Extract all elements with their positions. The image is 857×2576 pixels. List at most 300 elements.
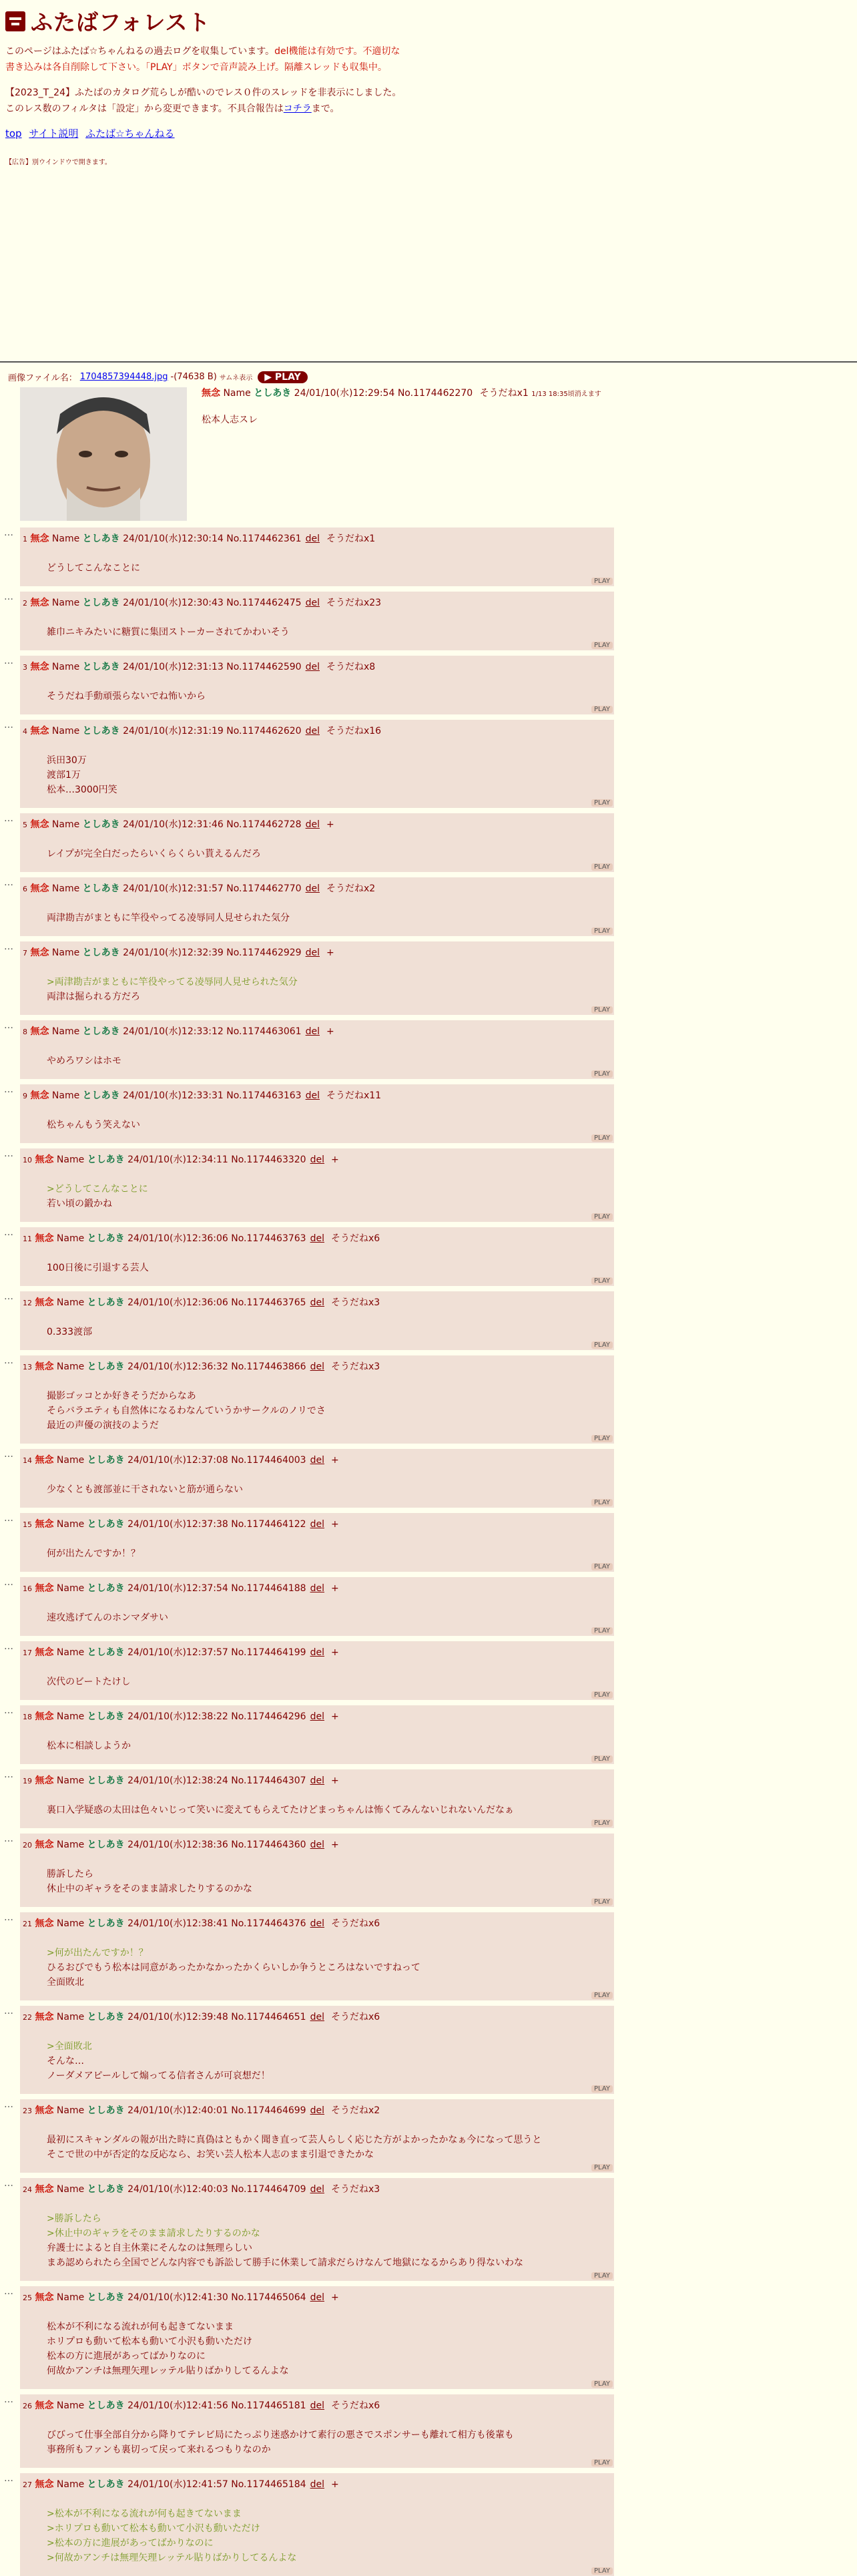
reply-play-button[interactable]: PLAY [591,642,613,649]
reply-name-label: Name [51,1090,80,1101]
reply-meta [23,945,611,959]
reply-number: 6 [23,885,27,893]
reply-play-button[interactable]: PLAY [591,2085,613,2093]
reply-number: 13 [23,1363,32,1371]
sodane-button[interactable]: + [330,2292,339,2303]
top-link[interactable]: top [5,128,22,140]
reply-dots: … [4,2178,13,2189]
reply-post-number[interactable]: No.1174462728 [226,819,302,830]
file-size: -(74638 B) [170,372,217,382]
del-link[interactable]: del [310,2012,324,2022]
reply-body [47,1546,611,1572]
reply-number: 15 [23,1520,32,1529]
reply-number: 5 [23,821,27,829]
text-line: まあ認められたら全国でどんな内容でも訴訟して勝手に休業して請求だらけなんて地獄になるからあり得ないわな [47,2258,523,2268]
reply-subject: 無念 [35,1775,54,1786]
reply-datetime: 24/01/10(水)12:38:24 [127,1775,228,1786]
reply-meta [23,1024,611,1038]
reply-subject: 無念 [35,2184,54,2195]
reply-subject: 無念 [35,1233,54,1244]
reply-name: としあき [82,662,120,672]
reply-dots: … [4,1577,13,1588]
site-description-link[interactable]: サイト説明 [29,128,79,140]
reply-meta [23,1517,611,1530]
del-link[interactable]: del [310,1840,324,1850]
del-link[interactable]: del [305,1026,320,1037]
reply-play-button[interactable]: PLAY [591,2272,613,2280]
reply-name: としあき [82,1026,120,1037]
reply-meta [23,1295,611,1309]
reply-name: としあき [82,1090,120,1101]
reply-name-label: Name [56,1583,85,1594]
intro-text-2: 【2023_T_24】ふたばのカタログ荒らしが酷いのでレス０件のスレッドを非表示にしました。このレス数のフィルタは「設定」から変更できます。不具合報告は [5,87,402,114]
sodane-button[interactable]: そうだねx23 [326,598,382,608]
reply-play-button[interactable]: PLAY [591,2380,613,2388]
reply-play-button[interactable]: PLAY [591,1341,613,1349]
quote-line: >全面敗北 [47,2041,92,2052]
reply-post-number[interactable]: No.1174462770 [226,883,302,894]
sodane-button[interactable]: そうだねx6 [330,1233,380,1244]
reply-name: としあき [87,1361,125,1372]
op-name: としあき [254,388,292,399]
intro-notice: del機能は有効です。不適切な書き込みは各自削除して下さい。「PLAY」ボタンで音声読み上げ。隔離スレッドも収集中。 [5,46,400,73]
reply-number: 26 [23,2402,32,2410]
reply-name-label: Name [51,947,80,958]
text-line: どうしてこんなことに [47,563,140,574]
reply-body [47,1867,611,1907]
reply-dots: … [4,1084,13,1095]
reply-post-number[interactable]: No.1174464709 [231,2184,306,2195]
reply-number: 17 [23,1649,32,1657]
del-link[interactable]: del [310,2184,324,2195]
reply-post-number[interactable]: No.1174463320 [231,1154,306,1165]
sodane-button[interactable]: そうだねx16 [326,726,382,736]
reply-post-number[interactable]: No.1174464307 [231,1775,306,1786]
reply-post-number[interactable]: No.1174464296 [231,1711,306,1722]
text-line: そこで世の中が否定的な反応なら、お笑い芸人松本人志のまま引退できたかな [47,2149,374,2160]
reply-name: としあき [87,1711,125,1722]
reply-dots: … [4,1769,13,1780]
reply-post [20,2394,614,2468]
reply-meta [23,1838,611,1851]
sodane-button[interactable]: そうだねx11 [326,1090,382,1101]
reply-name-label: Name [51,1026,80,1037]
reply-meta [23,1581,611,1594]
reply-post-number[interactable]: No.1174464699 [231,2105,306,2116]
reply-post-number[interactable]: No.1174463061 [226,1026,302,1037]
sodane-button[interactable]: そうだねx3 [330,1361,380,1372]
intro-paragraph-2 [5,85,406,117]
reply-name-label: Name [56,2105,85,2116]
del-link[interactable]: del [310,2400,324,2411]
reply-name: としあき [87,1918,125,1929]
reply-body [47,625,611,650]
reply-meta [23,1645,611,1659]
sodane-button[interactable]: そうだねx3 [330,1297,380,1308]
reply-body [47,1803,611,1828]
reply-row [0,1912,857,2000]
reply-name: としあき [82,947,120,958]
reply-datetime: 24/01/10(水)12:37:57 [127,1647,228,1658]
reply-post-number[interactable]: No.1174465064 [231,2292,306,2303]
reply-name: としあき [87,2479,125,2490]
reply-number: 23 [23,2107,32,2115]
reply-name: としあき [82,533,120,544]
reply-meta [23,1709,611,1723]
reply-post-number[interactable]: No.1174464003 [231,1455,306,1466]
reply-row [0,2006,857,2094]
reply-body [47,2133,611,2173]
reply-post-number[interactable]: No.1174464360 [231,1840,306,1850]
reply-row [0,1449,857,1508]
reply-post [20,1769,614,1828]
reply-row [0,1227,857,1286]
sodane-button[interactable]: + [330,1840,339,1850]
reply-row [0,720,857,808]
reply-post-number[interactable]: No.1174463866 [231,1361,306,1372]
del-link[interactable]: del [305,662,320,672]
text-line: 渡部1万 [47,770,81,781]
reply-play-button[interactable]: PLAY [591,863,613,871]
text-line: 勝訴したら [47,1869,93,1880]
reply-play-button[interactable]: PLAY [591,1563,613,1570]
reply-post-number[interactable]: No.1174464376 [231,1918,306,1929]
sodane-button[interactable]: そうだねx2 [326,883,376,894]
del-link[interactable]: del [305,819,320,830]
reply-meta [23,660,611,673]
reply-post [20,813,614,872]
del-link[interactable]: del [305,598,320,608]
reply-post [20,941,614,1015]
reply-dots: … [4,1705,13,1716]
sodane-button[interactable]: + [330,1775,339,1786]
file-info [8,371,857,383]
reply-play-button[interactable]: PLAY [591,1992,613,1999]
reply-name-label: Name [56,2184,85,2195]
del-link[interactable]: del [310,1583,324,1594]
reply-dots: … [4,1641,13,1652]
reply-name-label: Name [56,1918,85,1929]
del-link[interactable]: del [310,1455,324,1466]
sodane-button[interactable]: そうだねx8 [326,662,376,672]
sodane-button[interactable]: + [326,947,334,958]
file-label: 画像ファイル名： [8,373,77,383]
reply-datetime: 24/01/10(水)12:36:06 [127,1233,228,1244]
reply-dots: … [4,656,13,666]
reply-subject: 無念 [30,819,49,830]
op-number[interactable]: No.1174462270 [397,388,473,399]
reply-number: 22 [23,2013,32,2022]
reply-dots: … [4,1912,13,1923]
reply-post-number[interactable]: No.1174465181 [231,2400,306,2411]
reply-number: 20 [23,1841,32,1850]
reply-play-button[interactable]: PLAY [591,1435,613,1442]
quote-line: >何故かアンチは無理矢理レッテル貼りばかりしてるんよな [47,2553,297,2563]
reply-name-label: Name [51,819,80,830]
quote-line: >ホリプロも動いて松本も動いて小沢も動いただけ [47,2523,260,2534]
text-line: 休止中のギャラをそのまま請求したりするのかな [47,1884,252,1894]
reply-datetime: 24/01/10(水)12:37:38 [127,1519,228,1530]
reply-post-number[interactable]: No.1174462590 [226,662,302,672]
del-link[interactable]: del [305,533,320,544]
sodane-button[interactable]: そうだねx3 [330,2184,380,2195]
text-line: 何が出たんですか！？ [47,1548,140,1559]
op-post [0,386,857,522]
reply-datetime: 24/01/10(水)12:30:43 [123,598,224,608]
reply-number: 9 [23,1092,27,1100]
reply-subject: 無念 [30,662,49,672]
reply-play-button[interactable]: PLAY [591,2567,613,2575]
reply-name-label: Name [56,1647,85,1658]
reply-body [47,1182,611,1222]
quote-line: >何が出たんですか！？ [47,1948,148,1958]
reply-play-button[interactable]: PLAY [591,927,613,935]
reply-meta [23,1231,611,1245]
reply-number: 24 [23,2185,32,2194]
reply-post [20,1291,614,1350]
reply-row [0,1769,857,1828]
reply-post-number[interactable]: No.1174464199 [231,1647,306,1658]
text-line: 少なくとも渡部並に干されないと筋が通らない [47,1484,243,1495]
reply-post-number[interactable]: No.1174462620 [226,726,302,736]
op-play-button[interactable]: ▶ PLAY [258,371,307,383]
reply-post-number[interactable]: No.1174465184 [231,2479,306,2490]
reply-subject: 無念 [35,1297,54,1308]
text-line: そらバラエティも自然体になるわなんていうかサークルのノリでさ [47,1406,326,1416]
reply-dots: … [4,592,13,602]
reply-body [47,2211,611,2281]
reply-post [20,1834,614,1907]
reply-meta [23,1916,611,1930]
reply-row [0,2178,857,2281]
reply-meta [23,817,611,831]
del-link[interactable]: del [310,1647,324,1658]
sodane-button[interactable]: + [326,819,334,830]
reply-datetime: 24/01/10(水)12:36:32 [127,1361,228,1372]
reply-play-button[interactable]: PLAY [591,1755,613,1763]
thumbnail-image[interactable] [20,387,187,521]
sodane-button[interactable]: + [330,1647,339,1658]
reply-body [47,1261,611,1286]
reply-post-number[interactable]: No.1174463763 [231,1233,306,1244]
reply-post-number[interactable]: No.1174464122 [231,1519,306,1530]
text-line: 松本が不利になる流れが何も起きてないまま [47,2322,234,2332]
reply-name: としあき [82,598,120,608]
reply-play-button[interactable]: PLAY [591,799,613,807]
del-link[interactable]: del [310,1233,324,1244]
reply-datetime: 24/01/10(水)12:31:46 [123,819,224,830]
reply-play-button[interactable]: PLAY [591,1213,613,1221]
reply-name: としあき [87,2012,125,2022]
del-link[interactable]: del [310,1519,324,1530]
reply-dots: … [4,1449,13,1460]
reply-number: 7 [23,949,27,957]
reply-play-button[interactable]: PLAY [591,1070,613,1078]
reply-play-button[interactable]: PLAY [591,578,613,585]
reply-post [20,1513,614,1572]
reply-subject: 無念 [35,2400,54,2411]
del-link[interactable]: del [310,1918,324,1929]
reply-datetime: 24/01/10(水)12:40:01 [127,2105,228,2116]
reply-dots: … [4,1513,13,1524]
sodane-button[interactable]: + [330,1519,339,1530]
sodane-button[interactable]: + [330,1455,339,1466]
reply-name-label: Name [56,1297,85,1308]
reply-post-number[interactable]: No.1174462929 [226,947,302,958]
text-line: 撮影ゴッコとか好きそうだからなあ [47,1391,196,1402]
sodane-button[interactable]: そうだねx6 [330,2400,380,2411]
text-line: 裏口入学疑惑の太田は色々いじって笑いに変えてもらえてたけどまっちゃんは怖くてみんないじれないんだなぁ [47,1805,514,1815]
text-line: 両津勘吉がまともに竿役やってる凌辱同人見せられた気分 [47,913,290,923]
reply-dots: … [4,2006,13,2016]
reply-subject: 無念 [35,1361,54,1372]
reply-number: 8 [23,1028,27,1036]
sodane-button[interactable]: + [330,1154,339,1165]
text-line: 松本…3000円笑 [47,785,117,795]
sodane-button[interactable]: + [326,1026,334,1037]
reply-post-number[interactable]: No.1174462475 [226,598,302,608]
reply-meta [23,596,611,609]
site-title: ふたばフォレスト [31,9,211,35]
sodane-button[interactable]: そうだねx2 [330,2105,380,2116]
quote-line: >休止中のギャラをそのまま請求したりするのかな [47,2228,260,2239]
op-play-label: PLAY [274,371,301,383]
del-link[interactable]: del [310,1297,324,1308]
del-link[interactable]: del [305,1090,320,1101]
reply-play-button[interactable]: PLAY [591,1499,613,1506]
reply-body [47,1325,611,1350]
reply-post-number[interactable]: No.1174462361 [226,533,302,544]
del-link[interactable]: del [310,2479,324,2490]
del-link[interactable]: del [305,947,320,958]
del-link[interactable]: del [310,1775,324,1786]
reply-number: 19 [23,1777,32,1785]
reply-name-label: Name [56,1361,85,1372]
text-line: 最初にスキャンダルの報が出た時に真偽はともかく聞き直って芸人らしく応じた方がよかったかなぁ今になって思うと [47,2135,542,2145]
text-line: 最近の声優の演技のようだ [47,1420,159,1431]
del-link[interactable]: del [310,1711,324,1722]
reply-post-number[interactable]: No.1174464188 [231,1583,306,1594]
sodane-button[interactable]: + [330,2479,339,2490]
del-link[interactable]: del [310,1361,324,1372]
reply-play-button[interactable]: PLAY [591,1819,613,1827]
op-sodane[interactable]: そうだねx1 [479,388,529,399]
site-logo-icon [5,11,25,31]
text-line: 松本の方に進展があってばかりなのに [47,2351,206,2362]
sodane-button[interactable]: + [330,1583,339,1594]
reply-name-label: Name [56,2012,85,2022]
reply-play-button[interactable]: PLAY [591,1898,613,1906]
reply-subject: 無念 [30,1090,49,1101]
page-header [0,0,857,166]
reply-play-button[interactable]: PLAY [591,1627,613,1635]
reply-post-number[interactable]: No.1174464651 [231,2012,306,2022]
reply-body [47,911,611,936]
text-line: ノーダメアピールして煽ってる信者さんが可哀想だ！ [47,2071,270,2081]
reply-name: としあき [87,1583,125,1594]
text-line: 両津は掘られる方だろ [47,992,140,1002]
reply-datetime: 24/01/10(水)12:38:36 [127,1840,228,1850]
sodane-button[interactable]: そうだねx6 [330,2012,380,2022]
intro-text-end: まで。 [311,103,340,114]
reply-body [47,1389,611,1444]
reply-dots: … [4,813,13,824]
sodane-button[interactable]: そうだねx6 [330,1918,380,1929]
reply-row [0,1355,857,1444]
del-link[interactable]: del [310,2292,324,2303]
reply-play-button[interactable]: PLAY [591,1691,613,1699]
reply-dots: … [4,527,13,538]
reply-subject: 無念 [35,2292,54,2303]
op-meta [202,386,601,399]
reply-play-button[interactable]: PLAY [591,2164,613,2171]
reply-datetime: 24/01/10(水)12:39:48 [127,2012,228,2022]
reply-post-number[interactable]: No.1174463163 [226,1090,302,1101]
quote-line: >松本が不利になる流れが何も起きてないまま [47,2509,242,2519]
del-link[interactable]: del [305,726,320,736]
text-line: やめろワシはホモ [47,1056,121,1066]
text-line: 100日後に引退する芸人 [47,1263,149,1273]
reply-subject: 無念 [35,1711,54,1722]
reply-meta [23,2010,611,2023]
reply-row [0,1291,857,1350]
reply-play-button[interactable]: PLAY [591,2459,613,2466]
reply-name: としあき [87,1455,125,1466]
reply-post [20,656,614,714]
text-line: 若い頃の鍛かね [47,1199,112,1209]
del-link[interactable]: del [310,1154,324,1165]
reply-body [47,2428,611,2468]
reply-meta [23,2182,611,2195]
reply-row [0,1148,857,1222]
reply-post [20,1705,614,1764]
reply-subject: 無念 [30,598,49,608]
reply-play-button[interactable]: PLAY [591,1006,613,1014]
reply-meta [23,2103,611,2117]
reply-play-button[interactable]: PLAY [591,706,613,713]
quote-line: >どうしてこんなことに [47,1184,148,1195]
del-link[interactable]: del [310,2105,324,2116]
reply-datetime: 24/01/10(水)12:37:08 [127,1455,228,1466]
report-link[interactable]: コチラ [283,103,312,114]
sodane-button[interactable]: そうだねx1 [326,533,376,544]
reply-dots: … [4,1020,13,1031]
text-line: 事務所もファンも裏切って戻って来れるつもりなのか [47,2444,271,2455]
reply-play-button[interactable]: PLAY [591,1277,613,1285]
reply-row [0,1641,857,1700]
futaba-link[interactable]: ふたば☆ちゃんねる [85,128,175,140]
reply-dots: … [4,1148,13,1159]
reply-datetime: 24/01/10(水)12:31:57 [123,883,224,894]
reply-subject: 無念 [35,1840,54,1850]
reply-row [0,813,857,872]
reply-subject: 無念 [35,2105,54,2116]
reply-number: 16 [23,1584,32,1593]
text-line: 0.333渡部 [47,1327,93,1337]
reply-play-button[interactable]: PLAY [591,1134,613,1142]
reply-subject: 無念 [35,1154,54,1165]
text-line: ひるおびでもう松本は同意があったかなかったかくらいしか争うところはないですねって [47,1962,420,1973]
reply-post-number[interactable]: No.1174463765 [231,1297,306,1308]
divider [0,361,857,363]
text-line: 浜田30万 [47,755,87,766]
reply-subject: 無念 [35,2479,54,2490]
del-link[interactable]: del [305,883,320,894]
reply-name-label: Name [56,1775,85,1786]
reply-datetime: 24/01/10(水)12:34:11 [127,1154,228,1165]
file-link[interactable]: 1704857394448.jpg [79,372,168,382]
sodane-button[interactable]: + [330,1711,339,1722]
